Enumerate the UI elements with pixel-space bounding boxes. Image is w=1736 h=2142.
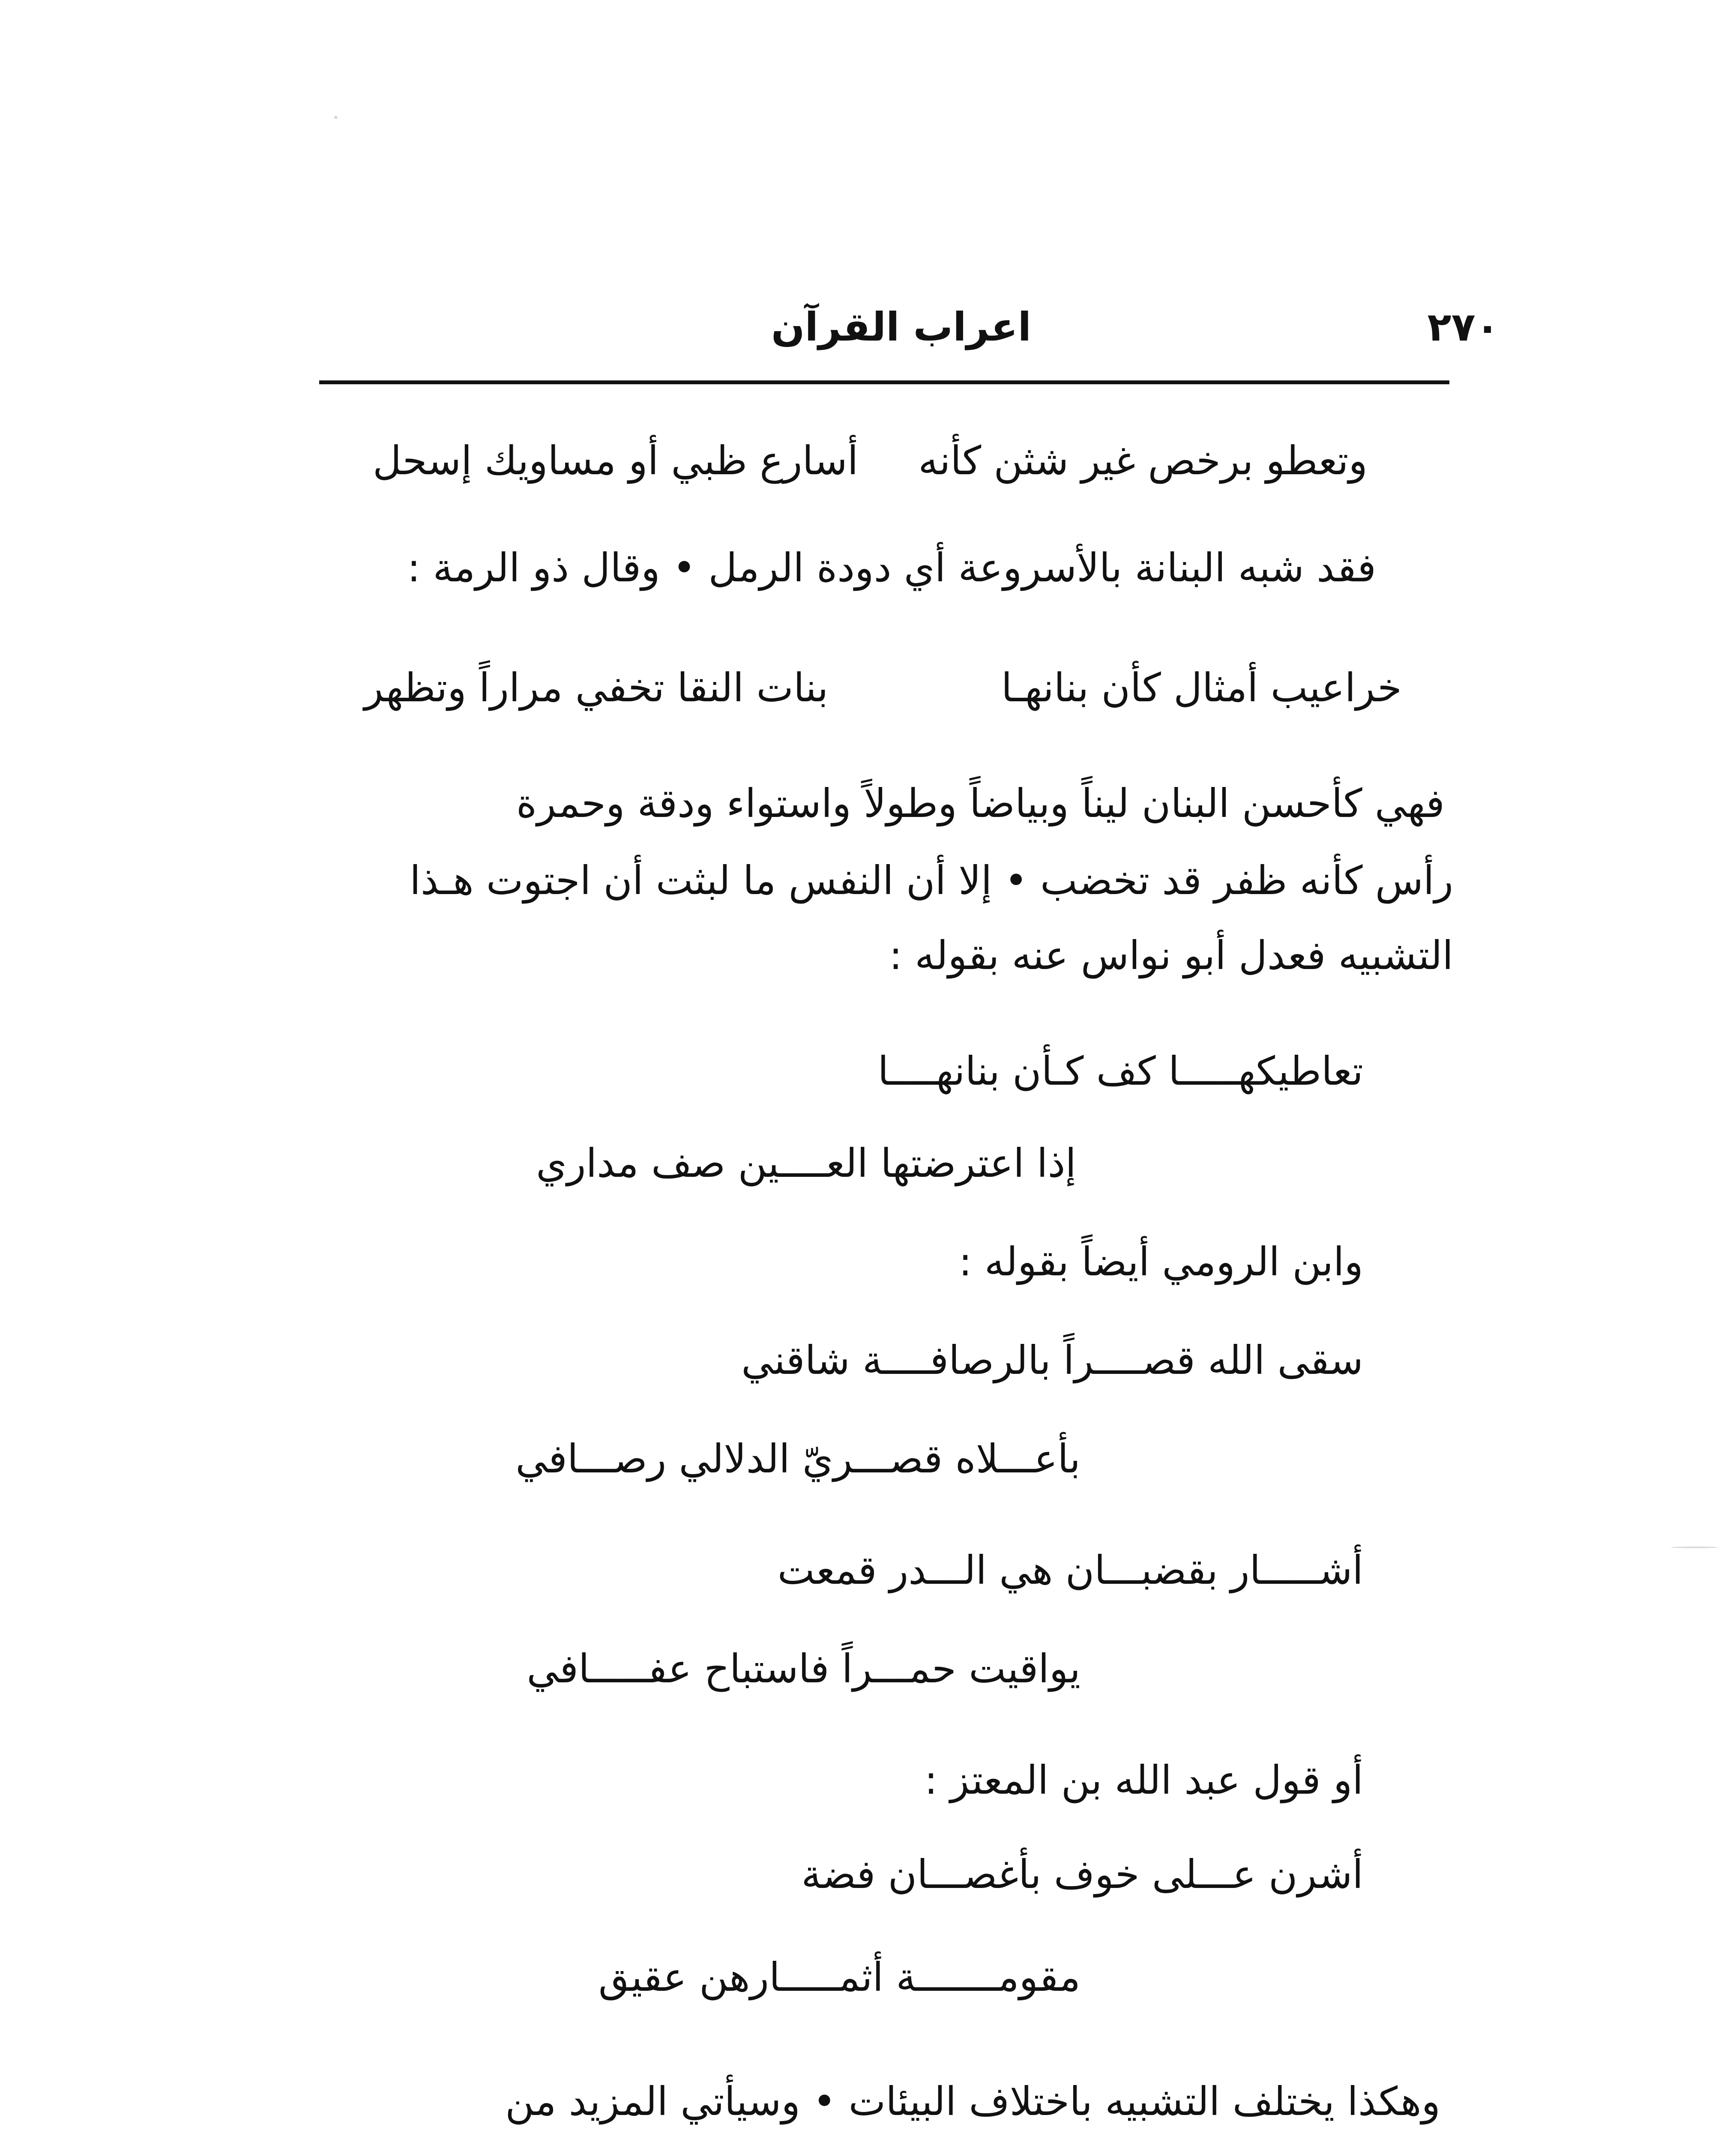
scan-speck — [334, 116, 338, 119]
poem-2-verse-1-first: سقى الله قصــــراً بالرصافــــة شاقني — [741, 1337, 1363, 1383]
scan-speck — [1671, 1547, 1718, 1548]
intro-ibn-almutazz: أو قول عبد الله بن المعتز : — [924, 1757, 1363, 1803]
poem-2-verse-1-second: بأعـــلاه قصـــريّ الدلالي رصـــافي — [515, 1436, 1081, 1482]
verse-1-first-hemistich: وتعطو برخص غير شثن كأنه — [918, 438, 1368, 484]
intro-ibn-alrumi: وابن الرومي أيضاً بقوله : — [958, 1239, 1363, 1285]
verse-1-second-hemistich: أسارع ظبي أو مساويك إسحل — [373, 438, 859, 484]
intro-line-dhu-alrumma: فقد شبه البنانة بالأسروعة أي دودة الرمل • وقال ذو الرمة : — [407, 545, 1376, 591]
verse-2-first-hemistich: خراعيب أمثال كأن بنانهـا — [1001, 665, 1402, 711]
paragraph-1-line-2: رأس كأنه ظفر قد تخضب • إلا أن النفس ما لبثت أن اجتوت هـذا — [410, 858, 1453, 903]
paragraph-2-line-1: وهكذا يختلف التشبيه باختلاف البيئات • وسيأتي المزيد من — [505, 2079, 1440, 2124]
poem-1-second-hemistich: إذا اعترضتها العــــين صف مداري — [536, 1140, 1076, 1186]
paragraph-1-line-1: فهي كأحسن البنان ليناً وبياضاً وطولاً واستواء ودقة وحمرة — [516, 781, 1445, 826]
page-header — [317, 296, 1500, 360]
verse-2-second-hemistich: بنات النقا تخفي مراراً وتظهر — [364, 665, 829, 711]
poem-2-verse-2-second: يواقيت حمـــراً فاستباح عفـــــافي — [527, 1646, 1081, 1692]
page-number: ٢٧٠ — [1427, 304, 1500, 350]
poem-1-first-hemistich: تعاطيكهـــــا كف كـأن بنانهــــا — [877, 1048, 1363, 1094]
poem-2-verse-2-first: أشـــــار بقضبـــان هي الـــدر قمعت — [777, 1547, 1363, 1593]
poem-3-second-hemistich: مقومـــــــة أثمـــــارهن عقيق — [598, 1954, 1081, 2000]
running-title: اعراب القرآن — [771, 304, 1032, 350]
poem-3-first-hemistich: أشرن عـــلى خوف بأغصـــان فضة — [801, 1852, 1363, 1897]
header-rule — [319, 380, 1449, 384]
paragraph-1-line-3: التشبيه فعدل أبو نواس عنه بقوله : — [889, 933, 1453, 978]
